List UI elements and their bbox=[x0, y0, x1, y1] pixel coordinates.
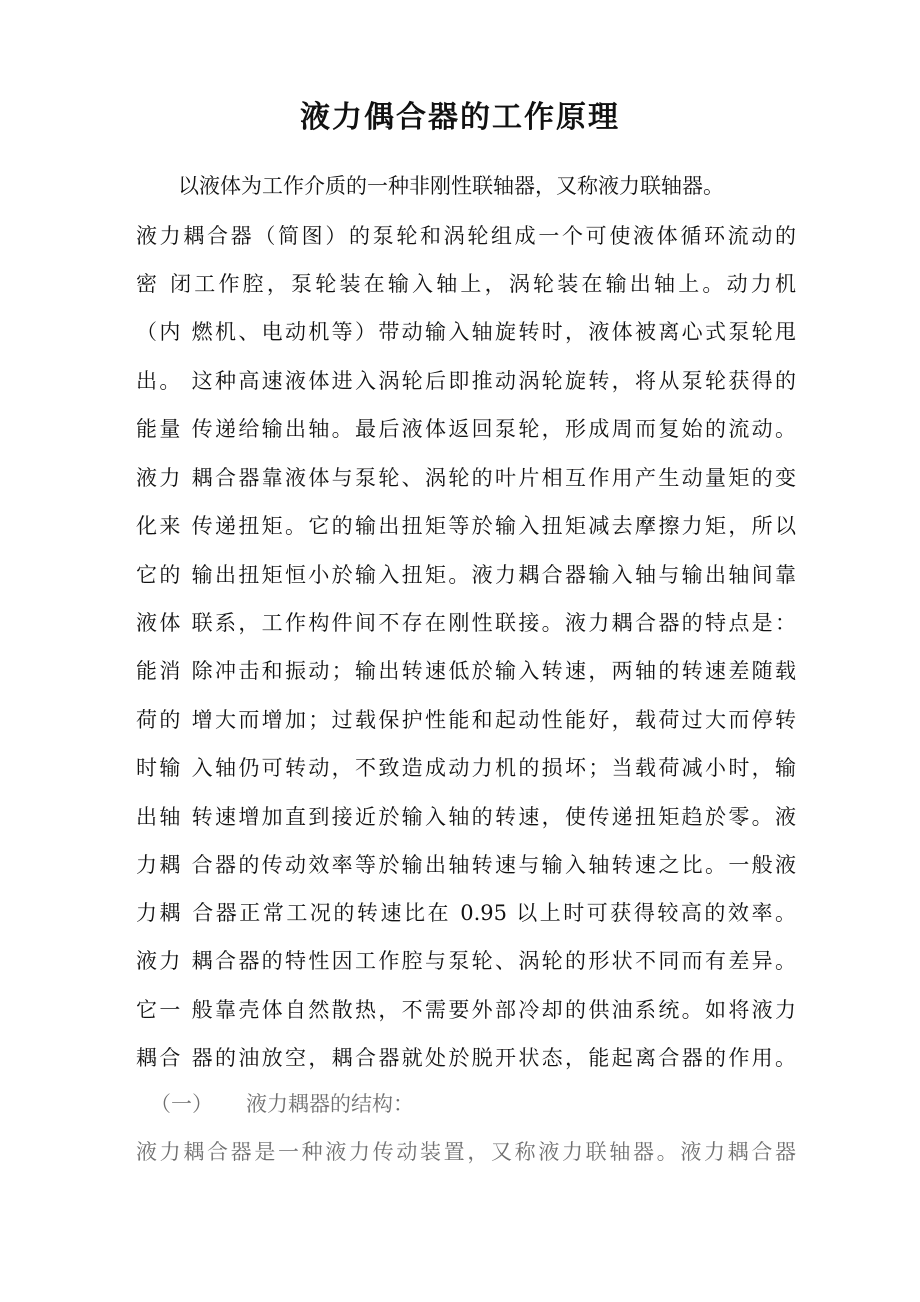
paragraph-last-line: 液力耦合器是一种液力传动装置，又称液力联轴器。液力耦合器 bbox=[136, 1140, 796, 1164]
section-heading: 液力耦器的结构： bbox=[246, 1092, 414, 1116]
paragraph-line-2: 液力耦合器（简图）的泵轮和涡轮组成一个可使液体循环流动的 bbox=[136, 224, 796, 248]
page-title: 液力偶合器的工作原理 bbox=[300, 100, 620, 135]
paragraph-line-19: 耦合 器的油放空，耦合器就处於脱开状态，能起离合器的作用。 bbox=[136, 1046, 796, 1070]
paragraph-line-12: 荷的 增大而增加；过载保护性能和起动性能好，载荷过大而停转 bbox=[136, 708, 796, 732]
paragraph-line-17: 液力 耦合器的特性因工作腔与泵轮、涡轮的形状不同而有差异。 bbox=[136, 949, 796, 973]
paragraph-line-14: 出轴 转速增加直到接近於输入轴的转速，使传递扭矩趋於零。液 bbox=[136, 805, 796, 829]
paragraph-line-18: 它一 般靠壳体自然散热，不需要外部冷却的供油系统。如将液力 bbox=[136, 998, 796, 1022]
paragraph-line-11: 能消 除冲击和振动；输出转速低於输入转速，两轴的转速差随载 bbox=[136, 659, 796, 683]
paragraph-line-9: 它的 输出扭矩恒小於输入扭矩。液力耦合器输入轴与输出轴间靠 bbox=[136, 563, 796, 587]
paragraph-line-15: 力耦 合器的传动效率等於输出轴转速与输入轴转速之比。一般液 bbox=[136, 853, 796, 877]
section-number: （一） bbox=[150, 1092, 213, 1116]
paragraph-line-16: 力耦 合器正常工况的转速比在 0.95 以上时可获得较高的效率。 bbox=[136, 901, 796, 925]
paragraph-line-8: 化来 传递扭矩。它的输出扭矩等於输入扭矩减去摩擦力矩，所以 bbox=[136, 514, 796, 538]
paragraph-line-5: 出。 这种高速液体进入涡轮后即推动涡轮旋转，将从泵轮获得的 bbox=[136, 369, 796, 393]
paragraph-line-13: 时输 入轴仍可转动，不致造成动力机的损坏；当载荷减小时，输 bbox=[136, 756, 796, 780]
paragraph-line-4: （内 燃机、电动机等）带动输入轴旋转时，液体被离心式泵轮甩 bbox=[136, 320, 796, 344]
paragraph-line-7: 液力 耦合器靠液体与泵轮、涡轮的叶片相互作用产生动量矩的变 bbox=[136, 466, 796, 490]
paragraph-line-10: 液体 联系，工作构件间不存在刚性联接。液力耦合器的特点是： bbox=[136, 611, 796, 635]
paragraph-line-6: 能量 传递给输出轴。最后液体返回泵轮，形成周而复始的流动。 bbox=[136, 417, 796, 441]
paragraph-line-3: 密 闭工作腔，泵轮装在输入轴上，涡轮装在输出轴上。动力机 bbox=[136, 272, 796, 296]
paragraph-line-1: 以液体为工作介质的一种非刚性联轴器，又称液力联轴器。 bbox=[178, 174, 724, 198]
